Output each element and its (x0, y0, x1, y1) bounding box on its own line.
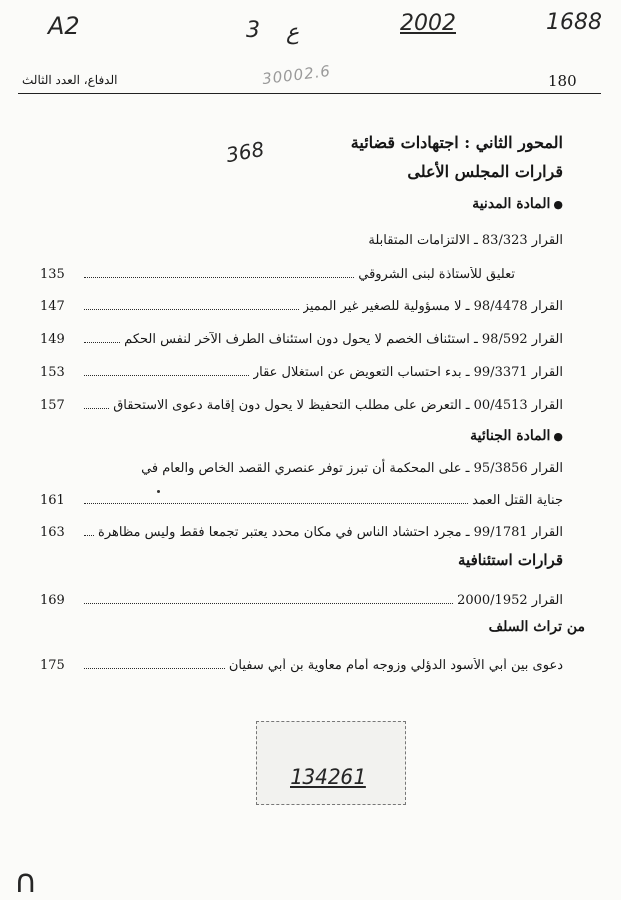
entry-title: جناية القتل العمد (472, 493, 563, 508)
criminal-heading-text: المادة الجنائية (470, 428, 551, 444)
toc-entry[interactable] (40, 393, 563, 413)
civil-section-heading (472, 196, 563, 212)
dot-leader (84, 503, 468, 504)
entry-page: 163 (40, 525, 65, 540)
entry-title: القرار 00/4513 ـ التعرض على مطلب التحفيظ لا يحول دون إقامة دعوى الاستحقاق (113, 398, 563, 413)
entry-page: 175 (40, 658, 65, 673)
toc-entry[interactable] (40, 294, 563, 314)
axis-title: المحور الثاني : اجتهادات قضائية (350, 133, 563, 152)
entry-page: 157 (40, 398, 65, 413)
header-rule (18, 93, 601, 94)
civil-group-line: القرار 83/323 ـ الالتزامات المتقابلة (368, 233, 563, 248)
library-stamp-box (256, 721, 406, 805)
entry-page: 149 (40, 332, 65, 347)
dot-leader (84, 342, 120, 343)
toc-entry[interactable] (40, 488, 563, 508)
handwritten-year: 2002 (400, 11, 456, 36)
dot-leader (84, 309, 299, 310)
dot-leader (84, 375, 249, 376)
appeals-heading: قرارات استئنافية (458, 551, 563, 569)
bullet-icon: ● (553, 430, 563, 443)
heritage-heading: من تراث السلف (488, 619, 585, 635)
entry-page: 161 (40, 493, 65, 508)
criminal-entry-first-line: القرار 95/3856 ـ على المحكمة أن تبرز توفر عنصري القصد الخاص والعام في (141, 461, 563, 476)
handwritten-margin-number: 368 (224, 136, 266, 168)
toc-entry[interactable] (40, 520, 563, 540)
dot-leader (84, 535, 94, 536)
civil-heading-text: المادة المدنية (472, 196, 551, 212)
dot-leader (84, 408, 109, 409)
journal-title: الدفاع، العدد الثالث (22, 73, 118, 87)
handwritten-bottom-mark: ∩ (14, 862, 38, 900)
handwritten-a2: A2 (48, 12, 80, 40)
stamp-number: 134261 (290, 765, 366, 789)
entry-title: القرار 99/1781 ـ مجرد احتشاد الناس في مكان محدد يعتبر تجمعا فقط وليس مظاهرة (98, 525, 563, 540)
entry-title: دعوى بين أبي الأسود الدؤلي وزوجه أمام معاوية بن أبي سفيان (228, 658, 563, 673)
page-number: 180 (548, 72, 577, 90)
handwritten-three: 3 (246, 18, 260, 43)
toc-entry[interactable] (40, 360, 563, 380)
toc-entry[interactable] (40, 588, 563, 608)
entry-page: 169 (40, 593, 65, 608)
faint-stamp-number: 30002.6 (261, 61, 332, 89)
dot-leader (84, 668, 225, 669)
entry-page: 153 (40, 365, 65, 380)
dot-leader (84, 277, 354, 278)
criminal-section-heading (470, 428, 563, 444)
supreme-council-heading: قرارات المجلس الأعلى (407, 162, 563, 181)
entry-page: 147 (40, 299, 65, 314)
bullet-icon: ● (553, 198, 563, 211)
toc-entry[interactable] (40, 327, 563, 347)
toc-entry[interactable] (40, 653, 563, 673)
entry-title: تعليق للأستاذة لبنى الشروقي (358, 267, 515, 282)
entry-page: 135 (40, 267, 65, 282)
dot-leader (84, 603, 453, 604)
entry-title: القرار 2000/1952 (457, 593, 563, 608)
handwritten-reference: 1688 (546, 10, 602, 35)
handwritten-ain: ع (286, 20, 300, 45)
entry-title: القرار 98/592 ـ استئناف الخصم لا يحول دون استئناف الطرف الآخر لنفس الحكم (124, 332, 563, 347)
toc-entry[interactable] (40, 262, 563, 282)
entry-title: القرار 99/3371 ـ بدء احتساب التعويض عن استغلال عقار (252, 365, 563, 380)
entry-title: القرار 98/4478 ـ لا مسؤولية للصغير غير المميز (302, 299, 563, 314)
